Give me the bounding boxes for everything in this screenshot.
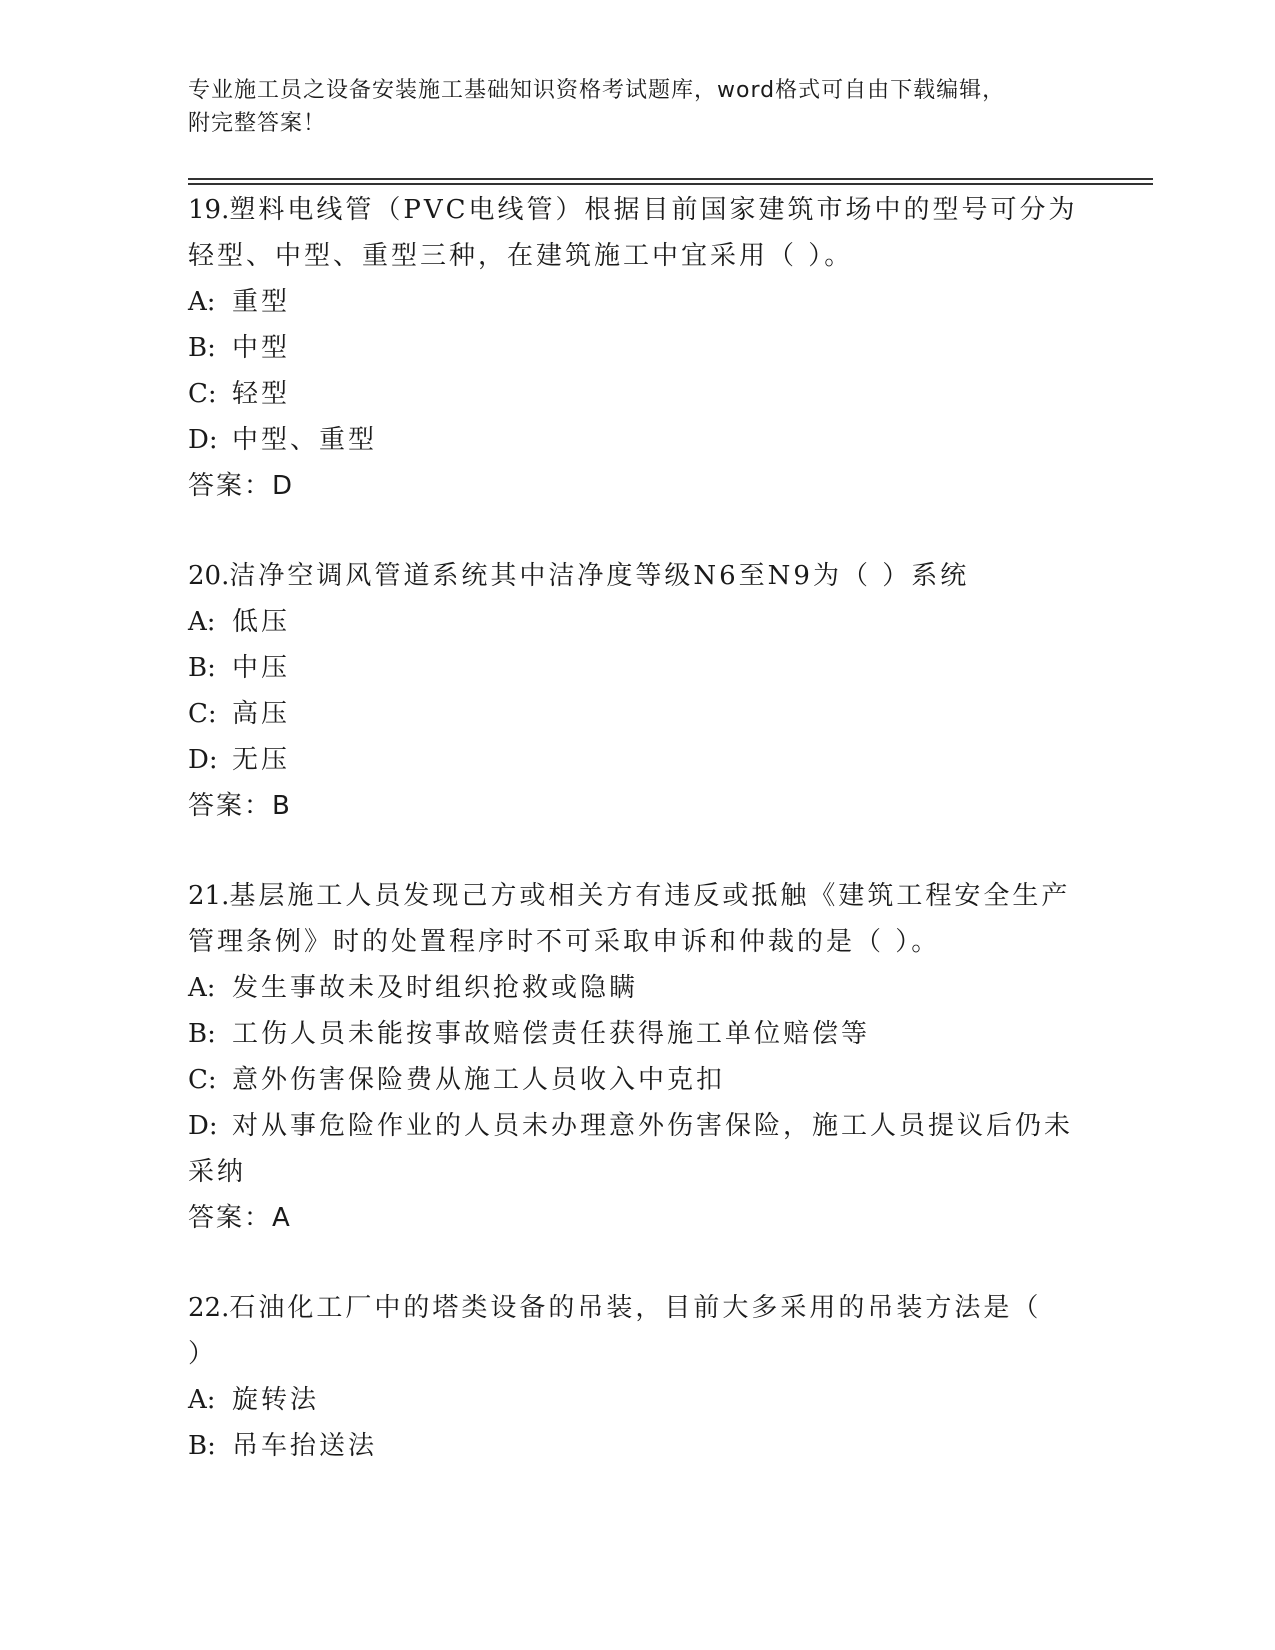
header-line-1: 专业施工员之设备安装施工基础知识资格考试题库，word格式可自由下载编辑， xyxy=(188,78,1006,103)
question-text-continued: 轻型、中型、重型三种，在建筑施工中宜采用（ ）。 xyxy=(188,241,854,271)
option-text: 中型 xyxy=(232,333,291,363)
option-a xyxy=(188,965,1088,1011)
option-letter: D: xyxy=(188,1111,218,1141)
question-text xyxy=(188,1285,1088,1331)
answer-line: 答案：B xyxy=(188,791,292,821)
header-line-2: 附完整答案！ xyxy=(188,111,327,136)
option-c xyxy=(188,1057,1088,1103)
question-text xyxy=(188,873,1088,919)
option-a xyxy=(188,1377,1088,1423)
option-letter: B: xyxy=(188,1431,216,1461)
question-line: 洁净空调风管道系统其中洁净度等级N6至N9为（ ）系统 xyxy=(229,561,970,591)
question-line: 石油化工厂中的塔类设备的吊装，目前大多采用的吊装方法是（ xyxy=(229,1293,1042,1323)
question-text xyxy=(188,553,1088,599)
question-line: 塑料电线管（PVC电线管）根据目前国家建筑市场中的型号可分为 xyxy=(229,195,1078,225)
document-header xyxy=(188,74,1068,140)
option-b xyxy=(188,325,1088,371)
question-22 xyxy=(188,1285,1088,1469)
question-20 xyxy=(188,553,1088,829)
option-a xyxy=(188,599,1088,645)
option-text: 意外伤害保险费从施工人员收入中克扣 xyxy=(232,1065,726,1095)
option-b xyxy=(188,1011,1088,1057)
question-19 xyxy=(188,187,1088,509)
option-letter: B: xyxy=(188,333,216,363)
question-number: 19. xyxy=(188,195,230,225)
option-letter: C: xyxy=(188,699,217,729)
option-text: 中型、重型 xyxy=(232,425,378,455)
option-d xyxy=(188,417,1088,463)
option-letter: D: xyxy=(188,745,218,775)
option-text: 低压 xyxy=(232,607,291,637)
question-21 xyxy=(188,873,1088,1241)
option-letter: C: xyxy=(188,379,217,409)
question-text xyxy=(188,187,1088,233)
option-text: 高压 xyxy=(232,699,291,729)
option-text: 吊车抬送法 xyxy=(232,1431,378,1461)
option-c xyxy=(188,691,1088,737)
option-letter: A: xyxy=(188,607,216,637)
option-text: 发生事故未及时组织抢救或隐瞒 xyxy=(232,973,639,1003)
option-text: 轻型 xyxy=(232,379,291,409)
option-c xyxy=(188,371,1088,417)
question-list xyxy=(188,187,1088,1513)
question-number: 22. xyxy=(188,1293,230,1323)
header-divider-bottom xyxy=(188,183,1153,185)
option-d xyxy=(188,737,1088,783)
option-a xyxy=(188,279,1088,325)
option-text: 无压 xyxy=(232,745,291,775)
option-b xyxy=(188,1423,1088,1469)
option-d xyxy=(188,1103,1088,1149)
question-line: 基层施工人员发现己方或相关方有违反或抵触《建筑工程安全生产 xyxy=(229,881,1071,911)
option-letter: C: xyxy=(188,1065,217,1095)
header-divider-top xyxy=(188,178,1153,180)
option-text: 旋转法 xyxy=(232,1385,320,1415)
option-letter: A: xyxy=(188,973,216,1003)
option-letter: A: xyxy=(188,287,216,317)
answer-line: 答案：D xyxy=(188,471,295,501)
question-text-continued: ） xyxy=(188,1339,218,1369)
option-text: 工伤人员未能按事故赔偿责任获得施工单位赔偿等 xyxy=(232,1019,871,1049)
option-letter: B: xyxy=(188,653,216,683)
answer-line: 答案：A xyxy=(188,1203,292,1233)
option-d-continued: 采纳 xyxy=(188,1157,247,1187)
option-text: 对从事危险作业的人员未办理意外伤害保险，施工人员提议后仍未 xyxy=(232,1111,1074,1141)
option-text: 重型 xyxy=(232,287,291,317)
option-letter: A: xyxy=(188,1385,216,1415)
question-text-continued: 管理条例》时的处置程序时不可采取申诉和仲裁的是（ ）。 xyxy=(188,927,941,957)
option-b xyxy=(188,645,1088,691)
question-number: 21. xyxy=(188,881,230,911)
question-number: 20. xyxy=(188,561,230,591)
option-letter: D: xyxy=(188,425,218,455)
option-letter: B: xyxy=(188,1019,216,1049)
option-text: 中压 xyxy=(232,653,291,683)
